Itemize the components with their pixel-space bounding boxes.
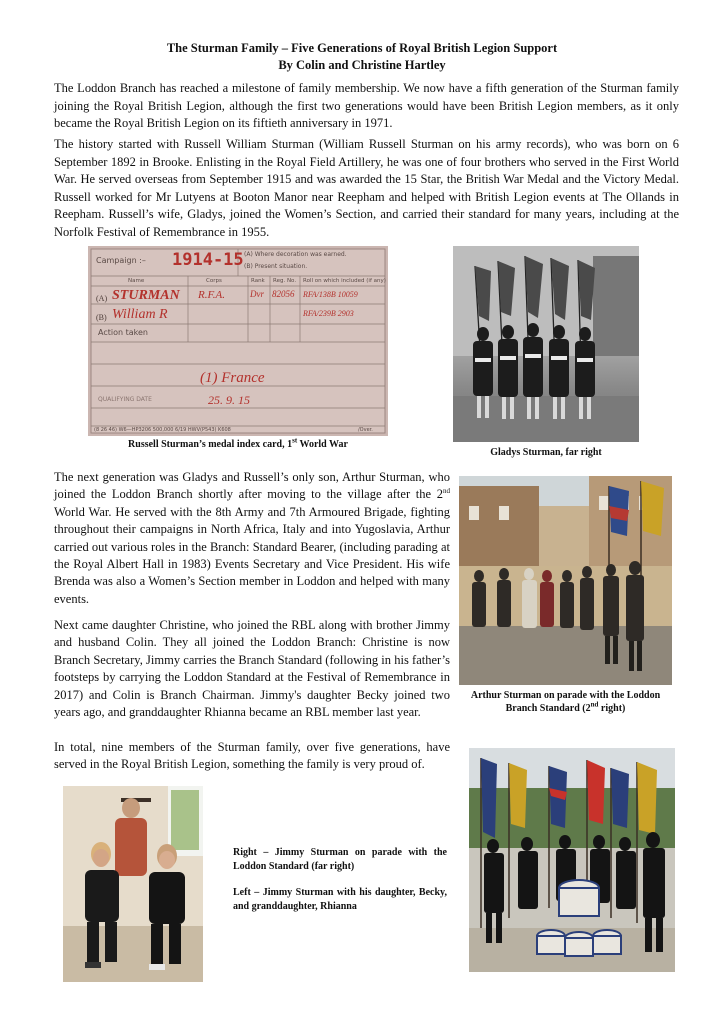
card-col-roll: Roll on which included (if any)	[303, 278, 386, 284]
card-row-a-name: STURMAN	[112, 288, 180, 303]
article-header	[0, 40, 724, 74]
jimmy-parade-photo	[469, 748, 675, 972]
paragraph-intro: The Loddon Branch has reached a milestone of family membership. We now have a fifth generation of the Sturman family joining the Royal British Legion, although the first two generations would have been British Legion members, as it only became the Royal British Legion on its fiftieth anniversary in 1971.	[54, 81, 679, 130]
card-campaign-label: Campaign :–	[96, 256, 146, 265]
card-theatre: (1) France	[200, 370, 265, 386]
card-row-b-label: (B)	[96, 313, 107, 322]
paragraph-christine: Next came daughter Christine, who joined the RBL along with brother Jimmy and husband Colin. They all joined the Loddon Branch: Christine is now Branch Secretary, Jimmy carries the Branch Standard (following in his father’s footsteps by carrying the Loddon Standard at the Festival of Remembrance in 2017) and Colin is Branch Chairman. Jimmy's daughter Becky joined two years ago, and granddaughter Rhianna became an RBL member last year.	[54, 618, 450, 720]
card-footer: (8 26 46) W6—HP3206 500,000 6/19 HWV(P543) K608	[94, 427, 231, 433]
card-col-rank: Rank	[251, 278, 265, 284]
paragraph-total: In total, nine members of the Sturman family, over five generations, have served in the Royal British Legion, something the family is very proud of.	[54, 740, 450, 772]
card-row-b-roll: RFA/239B 2903	[303, 309, 354, 318]
medal-index-card-image	[88, 246, 388, 436]
gladys-standard-bearers-photo	[453, 246, 639, 442]
gladys-photo-caption: Gladys Sturman, far right	[490, 447, 602, 458]
paragraph-history: The history started with Russell William Sturman (William Russell Sturman on his army records), who was born on 6 September 1892 in Brooke. Enlisting in the Royal Field Artillery, he was one of four brothers who served in the First World War. He served overseas from September 1915 and was awarded the 15 Star, the British War Medal and the Victory Medal. Russell worked for Mr Lutyens at Booton Manor near Reepham and helped with British Legion events at The Ollands in Reepham. Russell’s wife, Gladys, joined the Women’s Section, and carried their standard for many years, including at the Norfolk Festival of Remembrance in 1955.	[54, 137, 679, 239]
medal-card-caption: Russell Sturman’s medal index card, 1st World War	[128, 436, 348, 450]
article-title: The Sturman Family – Five Generations of Royal British Legion Support	[166, 41, 558, 55]
arthur-photo-caption: Arthur Sturman on parade with the Loddon Branch Standard (2nd right)	[470, 690, 661, 714]
arthur-parade-photo	[459, 476, 672, 685]
card-col-corps: Corps	[206, 278, 222, 284]
card-col-name: Name	[128, 278, 145, 284]
card-row-a-rank: Dvr	[250, 289, 264, 299]
card-date: 25. 9. 15	[208, 393, 250, 407]
card-row-a-roll: RFA/138B 10059	[303, 290, 358, 299]
card-where-earned: (A) Where decoration was earned.	[244, 251, 347, 258]
card-col-regno: Reg. No.	[273, 278, 297, 284]
card-action-taken: Action taken	[98, 328, 148, 337]
card-row-a-number: 82056	[272, 289, 295, 299]
card-row-b-name: William R	[112, 307, 168, 322]
card-row-a-corps: R.F.A.	[198, 289, 225, 301]
family-portrait-photo	[63, 786, 203, 982]
left-photo-caption: Left – Jimmy Sturman with his daughter, Becky, and granddaughter, Rhianna	[233, 887, 447, 912]
paragraph-arthur: The next generation was Gladys and Russell’s only son, Arthur Sturman, who joined the Loddon Branch shortly after moving to the village after the 2nd World War. He served with the 8th Army and 7th Armoured Brigade, fighting throughout their campaigns in North Africa, Italy and into Yugoslavia, Arthur carried out various roles in the Branch: Standard Bearer, (including parading at the Royal Albert Hall in 1983) Events Secretary and Vice President. His wife Brenda was also a Women’s Section member in Loddon and helped with many events.	[54, 470, 450, 606]
card-row-a-label: (A)	[96, 294, 108, 303]
card-campaign-value: 1914-15	[172, 250, 244, 270]
card-present-situation: (B) Present situation.	[244, 263, 308, 270]
right-photo-caption: Right – Jimmy Sturman on parade with the Loddon Standard (far right)	[233, 847, 447, 872]
card-footer-right: /Over.	[358, 427, 373, 433]
article-byline: By Colin and Christine Hartley	[278, 58, 446, 72]
card-qualifying-date: QUALIFYING DATE	[98, 396, 152, 403]
